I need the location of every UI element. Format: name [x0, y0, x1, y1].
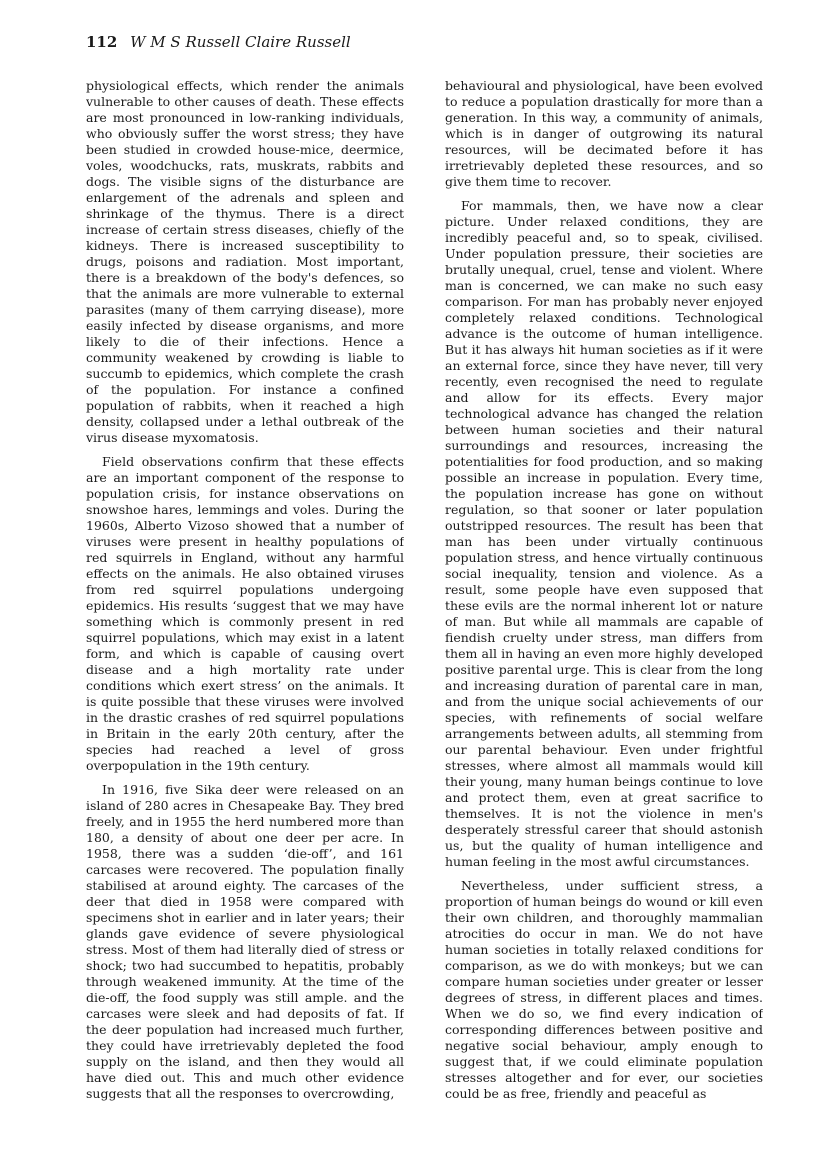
running-header [86, 30, 766, 54]
right-column [445, 78, 763, 1138]
paragraph: In 1916, five Sika deer were released on an island of 280 acres in Chesapeake Bay. They bred freely, and in 1955 the herd numbered more than 180, a density of about one deer per acre. In 1958, there was a sudden ‘die-off’, and 161 carcases were recovered. The population finally stabilised at around eighty. The carcases of the deer that died in 1958 were compared with specimens shot in earlier and in later years; their glands gave evidence of severe physiological stress. Most of them had literally died of stress or shock; two had succumbed to hepatitis, probably through weakened immunity. At the time of the die-off, the food supply was still ample. and the carcases were sleek and had deposits of fat. If the deer population had increased much further, they could have irretrievably depleted the food supply on the island, and then they would all have died out. This and much other evidence suggests that all the responses to overcrowding, [86, 782, 404, 1101]
paragraph: physiological effects, which render the animals vulnerable to other causes of death. These effects are most pronounced in low-ranking individuals, who obviously suffer the worst stress; they have been studied in crowded house-mice, deermice, voles, woodchucks, rats, muskrats, rabbits and dogs. The visible signs of the disturbance are enlargement of the adrenals and spleen and shrinkage of the thymus. There is a direct increase of certain stress diseases, chiefly of the kidneys. There is increased susceptibility to drugs, poisons and radiation. Most important, there is a breakdown of the body's defences, so that the animals are more vulnerable to external parasites (many of them carrying disease), more easily infected by disease organisms, and more likely to die of their infections. Hence a community weakened by crowding is liable to succumb to epidemics, which complete the crash of the population. For instance a confined population of rabbits, when it reached a high density, collapsed under a lethal outbreak of the virus disease myxomatosis. [86, 78, 404, 445]
left-column [86, 78, 404, 1138]
paragraph: behavioural and physiological, have been evolved to reduce a population drastically for more than a generation. In this way, a community of animals, which is in danger of outgrowing its natural resources, will be decimated before it has irretrievably depleted these resources, and so give them time to recover. [445, 78, 763, 189]
paragraph: Nevertheless, under sufficient stress, a proportion of human beings do wound or kill even their own children, and thoroughly mammalian atrocities do occur in man. We do not have human societies in totally relaxed conditions for comparison, as we do with monkeys; but we can compare human societies under greater or lesser degrees of stress, in different places and times. When we do so, we find every indication of corresponding differences between positive and negative social behaviour, amply enough to suggest that, if we could eliminate population stresses altogether and for ever, our societies could be as free, friendly and peaceful as [445, 878, 763, 1101]
paragraph: For mammals, then, we have now a clear picture. Under relaxed conditions, they are incredibly peaceful and, so to speak, civilised. Under population pressure, their societies are brutally unequal, cruel, tense and violent. Where man is concerned, we can make no such easy comparison. For man has probably never enjoyed completely relaxed conditions. Technological advance is the outcome of human intelligence. But it has always hit human societies as if it were an external force, since they have never, till very recently, even recognised the need to regulate and allow for its effects. Every major technological advance has changed the relation between human societies and their natural surroundings and resources, increasing the potentialities for food production, and so making possible an increase in population. Every time, the population increase has gone on without regulation, so that sooner or later population outstripped resources. The result has been that man has been under virtually continuous population stress, and hence virtually continuous social inequality, tension and violence. As a result, some people have even supposed that these evils are the normal inherent lot or nature of man. But while all mammals are capable of fiendish cruelty under stress, man differs from them all in having an even more highly developed positive parental urge. This is clear from the long and increasing duration of parental care in man, and from the unique social achievements of our species, with refinements of social welfare arrangements between adults, all stemming from our parental behaviour. Even under frightful stresses, where almost all mammals would kill their young, many human beings continue to love and protect them, even at great sacrifice to themselves. It is not the violence in men's desperately stressful career that should astonish us, but the quality of human intelligence and human feeling in the most awful circumstances. [445, 198, 763, 869]
running-title: W M S Russell Claire Russell [130, 33, 351, 51]
page-number: 112 [86, 33, 118, 51]
paragraph: Field observations confirm that these effects are an important component of the response to population crisis, for instance observations on snowshoe hares, lemmings and voles. During the 1960s, Alberto Vizoso showed that a number of viruses were present in healthy populations of red squirrels in England, without any harmful effects on the animals. He also obtained viruses from red squirrel populations undergoing epidemics. His results ‘suggest that we may have something which is commonly present in red squirrel populations, which may exist in a latent form, and which is capable of causing overt disease and a high mortality rate under conditions which exert stress’ on the animals. It is quite possible that these viruses were involved in the drastic crashes of red squirrel populations in Britain in the early 20th century, after the species had reached a level of gross overpopulation in the 19th century. [86, 454, 404, 773]
